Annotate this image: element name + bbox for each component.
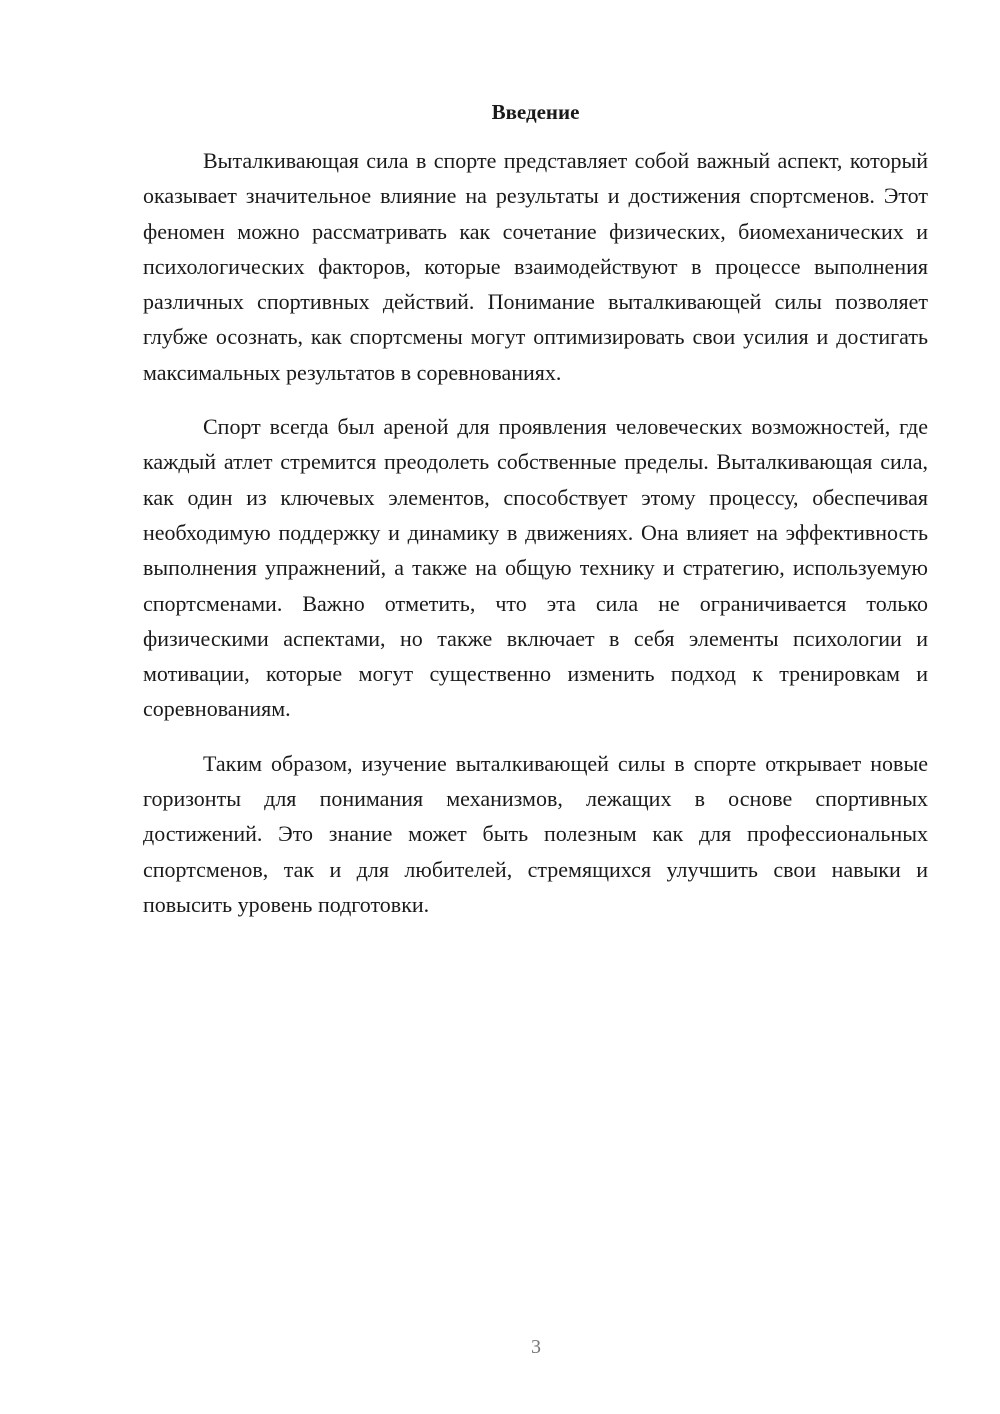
paragraph-1: Выталкивающая сила в спорте представляет собой важный аспект, который оказывает значительное влияние на результаты и достижения спортсменов. Этот феномен можно рассматривать как сочетание физических, биомеханических и психологических факторов, которые взаимодействуют в процессе выполнения различных спортивных действий. Понимание выталкивающей силы позволяет глубже осознать, как спортсмены могут оптимизировать свои усилия и достигать максимальных результатов в соревнованиях. [143, 148, 928, 385]
paragraph-3: Таким образом, изучение выталкивающей силы в спорте открывает новые горизонты для понимания механизмов, лежащих в основе спортивных достижений. Это знание может быть полезным как для профессиональных спортсменов, так и для любителей, стремящихся улучшить свои навыки и повысить уровень подготовки. [143, 750, 928, 917]
section-heading: Введение [491, 100, 580, 124]
page-number: 3 [531, 1336, 541, 1358]
document-body [143, 143, 928, 941]
paragraph-2: Спорт всегда был ареной для проявления человеческих возможностей, где каждый атлет стремится преодолеть собственные пределы. Выталкивающая сила, как один из ключевых элементов, способствует этому процессу, обеспечивая необходимую поддержку и динамику в движениях. Она влияет на эффективность выполнения упражнений, а также на общую технику и стратегию, используемую спортсменами. Важно отметить, что эта сила не ограничивается только физическими аспектами, но также включает в себя элементы психологии и мотивации, которые могут существенно изменить подход к тренировкам и соревнованиям. [143, 414, 928, 722]
